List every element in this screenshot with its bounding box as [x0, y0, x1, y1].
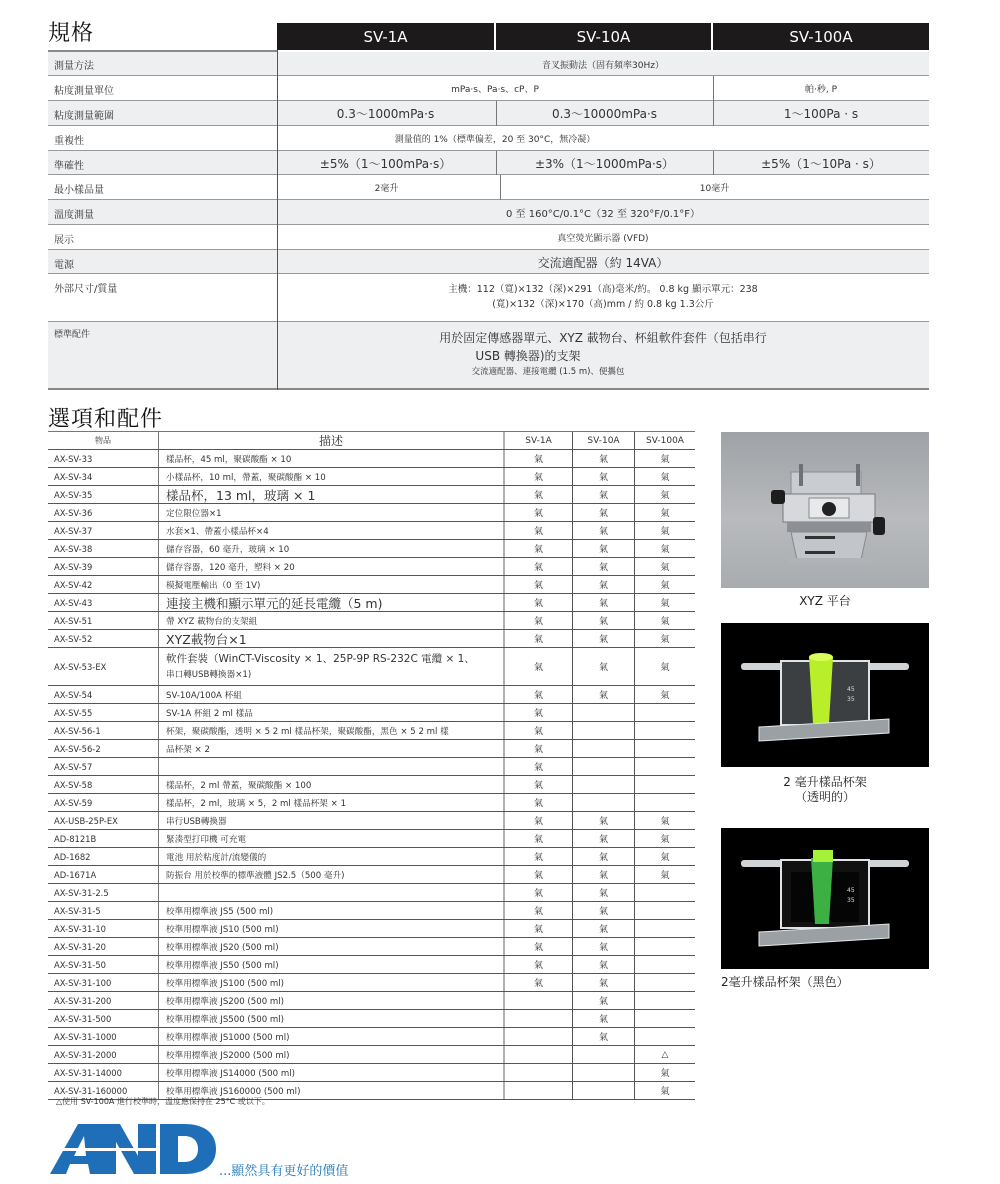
- spec-row-repeatability: [48, 126, 929, 151]
- compat-sv10-mark: 氣: [573, 576, 635, 593]
- compat-sv10-mark: [573, 722, 635, 739]
- spec-dimensions-line1: 主機：112（寬)×132（深)×291（高)毫米/約。 0.8 kg 顯示單元：238: [448, 284, 758, 296]
- compat-sv100-mark: 氣: [660, 1087, 670, 1097]
- option-row: [48, 1028, 695, 1046]
- compat-sv1-mark: 氣: [505, 468, 573, 485]
- option-description: 串行USB轉換器: [159, 812, 505, 829]
- compat-sv1-mark: 氣: [505, 648, 573, 685]
- option-row: [48, 884, 695, 902]
- spec-label: 測量方法: [54, 61, 94, 72]
- option-row: [48, 686, 695, 704]
- compat-sv1-mark: 氣: [505, 776, 573, 793]
- spec-value: 帕·秒, P: [804, 85, 837, 95]
- compat-sv10-mark: 氣: [573, 594, 635, 611]
- compat-sv1-mark: 氣: [505, 722, 573, 739]
- compat-sv100-mark: 氣: [660, 817, 670, 827]
- spec-row-dimensions: [48, 274, 929, 322]
- spec-label: 粘度測量範圍: [54, 111, 114, 122]
- compat-sv10-mark: 氣: [573, 504, 635, 521]
- spec-dimensions-line2: (寬)×132（深)×170（高)mm / 約 0.8 kg 1.3公斤: [492, 299, 714, 310]
- compat-sv10-mark: [573, 1046, 635, 1063]
- header-sv10a: SV-10A: [573, 432, 635, 449]
- compat-sv100-mark: 氣: [660, 663, 670, 673]
- compat-sv100-mark: 氣: [660, 835, 670, 845]
- option-item-code: AX-SV-31-160000: [48, 1082, 159, 1099]
- option-description: 校準用標準液 JS14000 (500 ml): [159, 1064, 505, 1081]
- compat-sv1-mark: 氣: [505, 848, 573, 865]
- option-description: 定位限位器×1: [159, 504, 505, 521]
- option-description: 小樣品杯，10 ml，帶蓋，聚碳酸酯 × 10: [159, 468, 505, 485]
- option-row: [48, 540, 695, 558]
- option-description: 樣品杯，2 ml 帶蓋，聚碳酸酯 × 100: [159, 776, 505, 793]
- compat-sv100-mark: [635, 920, 695, 937]
- compat-sv10-mark: 氣: [573, 686, 635, 703]
- option-item-code: AX-SV-59: [48, 794, 159, 811]
- spec-row-method: [48, 52, 929, 76]
- compat-sv100-mark: 氣: [660, 545, 670, 555]
- spec-row-accessories: [48, 322, 929, 390]
- option-item-code: AX-SV-43: [48, 594, 159, 611]
- compat-sv1-mark: 氣: [505, 558, 573, 575]
- option-row: [48, 1010, 695, 1028]
- compat-sv100-mark: [635, 722, 695, 739]
- compat-sv1-mark: 氣: [505, 704, 573, 721]
- option-description: 水套×1、帶蓋小樣品杯×4: [159, 522, 505, 539]
- compat-sv10-mark: 氣: [573, 540, 635, 557]
- spec-accessories-line3: 交流適配器、連接電纜 (1.5 m)、便攜包: [471, 367, 625, 378]
- option-item-code: AD-1671A: [48, 866, 159, 883]
- option-description: 校準用標準液 JS20 (500 ml): [159, 938, 505, 955]
- spec-value: [277, 322, 929, 388]
- option-description: 校準用標準液 JS200 (500 ml): [159, 992, 505, 1009]
- option-description-line1: 軟件套裝（WinCT-Viscosity × 1、25P-9P RS-232C 電纜 × 1、: [166, 652, 475, 665]
- spec-value: ±3%（1～1000mPa·s）: [534, 156, 675, 171]
- compat-sv10-mark: 氣: [573, 1028, 635, 1045]
- compat-sv10-mark: 氣: [573, 956, 635, 973]
- header-sv1a: SV-1A: [505, 432, 573, 449]
- option-item-code: AX-SV-38: [48, 540, 159, 557]
- header-item: 物品: [48, 432, 159, 449]
- compat-sv100-mark: 氣: [660, 1069, 670, 1079]
- compat-sv100-mark: [635, 1010, 695, 1027]
- spec-value: 0.3～10000mPa·s: [551, 107, 658, 121]
- compat-sv10-mark: 氣: [573, 630, 635, 647]
- options-body: [48, 450, 695, 1100]
- header-desc: 描述: [159, 432, 505, 449]
- option-item-code: AD-1682: [48, 848, 159, 865]
- option-description: 緊湊型打印機 可充電: [159, 830, 505, 847]
- compat-sv10-mark: 氣: [573, 848, 635, 865]
- option-row: [48, 992, 695, 1010]
- compat-sv100-mark: [635, 758, 695, 775]
- option-description: SV-1A 杯組 2 ml 樣品: [159, 704, 505, 721]
- compat-sv100-mark: [635, 776, 695, 793]
- compat-sv100-mark: [635, 902, 695, 919]
- clear-cup-holder-photo: [721, 623, 929, 767]
- option-row: [48, 648, 695, 686]
- compat-sv100-mark: 氣: [660, 599, 670, 609]
- compat-sv1-mark: 氣: [505, 920, 573, 937]
- spec-row-range: [48, 101, 929, 126]
- option-row: [48, 812, 695, 830]
- option-description: 樣品杯，2 ml，玻璃 × 5，2 ml 樣品杯架 × 1: [159, 794, 505, 811]
- option-item-code: AX-SV-31-14000: [48, 1064, 159, 1081]
- option-item-code: AX-SV-35: [48, 486, 159, 503]
- compat-sv1-mark: 氣: [505, 812, 573, 829]
- spec-label: 粘度測量單位: [54, 86, 114, 97]
- compat-sv10-mark: [573, 740, 635, 757]
- option-item-code: AX-SV-54: [48, 686, 159, 703]
- option-description: 帶 XYZ 載物台的支架組: [159, 612, 505, 629]
- spec-value: 交流適配器（約 14VA）: [537, 255, 669, 270]
- spec-label: 準確性: [54, 161, 84, 172]
- option-row: [48, 956, 695, 974]
- compat-sv1-mark: 氣: [505, 594, 573, 611]
- clear-caption-line1: 2 毫升樣品杯架: [783, 775, 867, 789]
- black-cup-holder-caption: 2毫升樣品杯架（黑色）: [721, 975, 849, 989]
- clear-cup-holder-image: [721, 623, 929, 767]
- option-row: [48, 776, 695, 794]
- and-logo: [48, 1122, 218, 1176]
- option-item-code: AX-SV-33: [48, 450, 159, 467]
- option-row: [48, 920, 695, 938]
- option-item-code: AX-SV-31-200: [48, 992, 159, 1009]
- compat-sv100-mark: 氣: [660, 491, 670, 501]
- option-row: [48, 612, 695, 630]
- svg-text:45: 45: [847, 887, 855, 894]
- compat-sv10-mark: 氣: [573, 992, 635, 1009]
- option-description: 連接主機和顯示單元的延長電纜（5 m): [159, 594, 505, 611]
- option-row: [48, 486, 695, 504]
- option-item-code: AX-SV-31-500: [48, 1010, 159, 1027]
- black-cup-holder-photo: [721, 828, 929, 969]
- compat-sv1-mark: 氣: [505, 540, 573, 557]
- compat-sv10-mark: 氣: [573, 866, 635, 883]
- compat-sv1-mark: 氣: [505, 902, 573, 919]
- spec-title: 規格: [48, 21, 95, 46]
- spec-header-sv10a: SV-10A: [496, 23, 711, 50]
- compat-sv1-mark: 氣: [505, 938, 573, 955]
- spec-value: 1～100Pa · s: [783, 107, 859, 121]
- option-description: 儲存容器，60 毫升，玻璃 × 10: [159, 540, 505, 557]
- compat-sv1-mark: 氣: [505, 830, 573, 847]
- compat-sv100-mark: 氣: [660, 635, 670, 645]
- option-item-code: AX-USB-25P-EX: [48, 812, 159, 829]
- option-description: 校準用標準液 JS50 (500 ml): [159, 956, 505, 973]
- compat-sv1-mark: 氣: [505, 686, 573, 703]
- option-description: 杯架，聚碳酸酯，透明 × 5 2 ml 樣品杯架，聚碳酸酯，黑色 × 5 2 ml 樣: [159, 722, 505, 739]
- option-row: [48, 594, 695, 612]
- compat-sv1-mark: 氣: [505, 504, 573, 521]
- compat-sv10-mark: 氣: [573, 812, 635, 829]
- compat-sv10-mark: [573, 1064, 635, 1081]
- spec-value: 0 至 160°C/0.1°C（32 至 320°F/0.1°F）: [506, 209, 700, 220]
- compat-sv10-mark: 氣: [573, 486, 635, 503]
- option-item-code: AX-SV-53-EX: [48, 648, 159, 685]
- clear-cup-holder-caption: [721, 775, 929, 805]
- spec-value: 2毫升: [374, 184, 399, 194]
- compat-sv10-mark: 氣: [573, 450, 635, 467]
- spec-value: 真空熒光顯示器 (VFD): [557, 234, 649, 244]
- compat-sv1-mark: 氣: [505, 956, 573, 973]
- option-row: [48, 468, 695, 486]
- compat-sv1-mark: 氣: [505, 974, 573, 991]
- compat-sv10-mark: 氣: [573, 468, 635, 485]
- option-row: [48, 938, 695, 956]
- compat-sv1-mark: [505, 1082, 573, 1099]
- option-description: 電池 用於粘度計/流變儀的: [159, 848, 505, 865]
- spec-value: mPa·s、Pa·s、cP、P: [451, 85, 539, 95]
- spec-label: 電源: [54, 260, 74, 271]
- compat-sv100-mark: 氣: [660, 455, 670, 465]
- spec-value: 測量值的 1%（標準偏差，20 至 30°C，無冷凝）: [394, 135, 596, 145]
- compat-sv1-mark: [505, 1046, 573, 1063]
- svg-text:35: 35: [847, 696, 855, 703]
- compat-sv100-mark: [635, 794, 695, 811]
- option-item-code: AX-SV-36: [48, 504, 159, 521]
- compat-sv1-mark: 氣: [505, 450, 573, 467]
- option-item-code: AX-SV-55: [48, 704, 159, 721]
- compat-sv1-mark: 氣: [505, 576, 573, 593]
- spec-row-temperature: [48, 200, 929, 225]
- option-description: 樣品杯，45 ml，聚碳酸酯 × 10: [159, 450, 505, 467]
- option-description: 儲存容器，120 毫升，塑料 × 20: [159, 558, 505, 575]
- compat-sv100-mark: 氣: [660, 563, 670, 573]
- spec-label: 最小樣品量: [54, 185, 104, 196]
- option-row: [48, 1046, 695, 1064]
- black-cup-holder-image: [721, 828, 929, 969]
- compat-sv100-mark: 氣: [660, 691, 670, 701]
- options-title: 選項和配件: [48, 407, 164, 432]
- option-row: [48, 576, 695, 594]
- option-item-code: AX-SV-57: [48, 758, 159, 775]
- spec-row-units: [48, 76, 929, 101]
- option-item-code: AX-SV-39: [48, 558, 159, 575]
- compat-sv10-mark: 氣: [573, 830, 635, 847]
- option-row: [48, 830, 695, 848]
- compat-sv1-mark: 氣: [505, 884, 573, 901]
- spec-value: 音叉振動法（固有頻率30Hz）: [542, 60, 664, 71]
- compat-sv10-mark: [573, 776, 635, 793]
- options-header-row: [48, 432, 695, 450]
- option-description: [159, 648, 505, 685]
- option-description: [159, 884, 505, 901]
- option-item-code: AX-SV-31-5: [48, 902, 159, 919]
- spec-value: 0.3～1000mPa·s: [336, 107, 435, 121]
- footnote: △使用 SV-100A 進行校準時，溫度應保持在 25°C 或以下。: [56, 1097, 270, 1106]
- compat-sv1-mark: 氣: [505, 758, 573, 775]
- brand-tagline: ...顯然具有更好的價值: [219, 1164, 349, 1179]
- option-description: 校準用標準液 JS10 (500 ml): [159, 920, 505, 937]
- option-item-code: AX-SV-52: [48, 630, 159, 647]
- spec-value: ±5%（1～10Pa · s）: [761, 156, 881, 171]
- compat-sv100-mark: [635, 704, 695, 721]
- option-row: [48, 522, 695, 540]
- spec-row-power: [48, 250, 929, 274]
- spec-row-accuracy: [48, 151, 929, 175]
- option-item-code: AX-SV-31-10: [48, 920, 159, 937]
- spec-label: 溫度測量: [54, 210, 94, 221]
- option-description: 校準用標準液 JS2000 (500 ml): [159, 1046, 505, 1063]
- compat-sv1-mark: 氣: [505, 612, 573, 629]
- option-row: [48, 722, 695, 740]
- spec-header-sv100a: SV-100A: [713, 23, 929, 50]
- option-row: [48, 902, 695, 920]
- compat-sv10-mark: 氣: [573, 612, 635, 629]
- compat-sv1-mark: [505, 992, 573, 1009]
- compat-sv1-mark: 氣: [505, 486, 573, 503]
- compat-sv10-mark: 氣: [573, 648, 635, 685]
- spec-row-display: [48, 225, 929, 250]
- option-description: 校準用標準液 JS160000 (500 ml): [159, 1082, 505, 1099]
- spec-row-min-sample: [48, 175, 929, 200]
- option-row: [48, 758, 695, 776]
- compat-sv10-mark: [573, 758, 635, 775]
- option-item-code: AX-SV-31-1000: [48, 1028, 159, 1045]
- option-item-code: AX-SV-37: [48, 522, 159, 539]
- compat-sv1-mark: 氣: [505, 794, 573, 811]
- option-row: [48, 504, 695, 522]
- compat-sv10-mark: 氣: [573, 884, 635, 901]
- option-description: 校準用標準液 JS500 (500 ml): [159, 1010, 505, 1027]
- option-row: [48, 558, 695, 576]
- option-row: [48, 848, 695, 866]
- svg-text:45: 45: [847, 686, 855, 693]
- option-row: [48, 794, 695, 812]
- compat-sv100-mark: [635, 974, 695, 991]
- compat-sv10-mark: 氣: [573, 1010, 635, 1027]
- option-item-code: AX-SV-56-2: [48, 740, 159, 757]
- spec-value: 10毫升: [699, 184, 730, 194]
- option-item-code: AX-SV-51: [48, 612, 159, 629]
- option-row: [48, 630, 695, 648]
- compat-sv100-mark: 氣: [660, 871, 670, 881]
- option-row: [48, 704, 695, 722]
- option-item-code: AX-SV-31-2000: [48, 1046, 159, 1063]
- spec-accessories-line2: USB 轉換器)的支架: [475, 348, 581, 363]
- option-item-code: AX-SV-58: [48, 776, 159, 793]
- compat-sv1-mark: [505, 1064, 573, 1081]
- xyz-stage-caption: XYZ 平台: [799, 594, 851, 608]
- spec-value: ±5%（1～100mPa·s）: [319, 156, 452, 171]
- option-row: [48, 450, 695, 468]
- compat-sv100-mark: [635, 1028, 695, 1045]
- option-item-code: AX-SV-56-1: [48, 722, 159, 739]
- option-row: [48, 1064, 695, 1082]
- option-description: 品杯架 × 2: [159, 740, 505, 757]
- spec-label: 標準配件: [54, 330, 91, 340]
- option-description: SV-10A/100A 杯組: [159, 686, 505, 703]
- spec-label: 外部尺寸/質量: [54, 284, 118, 295]
- and-logo-icon: [48, 1122, 218, 1176]
- xyz-stage-photo: [721, 432, 929, 588]
- compat-sv100-mark: 氣: [660, 527, 670, 537]
- compat-sv100-mark: 氣: [660, 473, 670, 483]
- compat-sv100-mark: △: [661, 1049, 669, 1060]
- compat-sv1-mark: 氣: [505, 630, 573, 647]
- option-description: 校準用標準液 JS100 (500 ml): [159, 974, 505, 991]
- compat-sv100-mark: 氣: [660, 509, 670, 519]
- option-item-code: AD-8121B: [48, 830, 159, 847]
- option-description: 模擬電壓輸出（0 至 1V): [159, 576, 505, 593]
- spec-header-sv1a: SV-1A: [277, 23, 494, 50]
- compat-sv100-mark: [635, 956, 695, 973]
- option-description: 防振台 用於校準的標準液體 JS2.5（500 毫升): [159, 866, 505, 883]
- compat-sv100-mark: [635, 740, 695, 757]
- option-description: XYZ載物台×1: [159, 630, 505, 647]
- option-item-code: AX-SV-34: [48, 468, 159, 485]
- xyz-stage-image: [721, 432, 929, 588]
- option-description: 校準用標準液 JS1000 (500 ml): [159, 1028, 505, 1045]
- option-description: 校準用標準液 JS5 (500 ml): [159, 902, 505, 919]
- spec-accessories-line1: 用於固定傳感器單元、XYZ 載物台、杯組軟件套件（包括串行: [439, 331, 767, 346]
- compat-sv1-mark: 氣: [505, 740, 573, 757]
- compat-sv1-mark: 氣: [505, 866, 573, 883]
- compat-sv1-mark: 氣: [505, 522, 573, 539]
- option-row: [48, 740, 695, 758]
- compat-sv100-mark: 氣: [660, 581, 670, 591]
- compat-sv1-mark: [505, 1028, 573, 1045]
- compat-sv10-mark: 氣: [573, 974, 635, 991]
- compat-sv10-mark: 氣: [573, 920, 635, 937]
- clear-caption-line2: （透明的）: [794, 790, 855, 804]
- option-description: [159, 758, 505, 775]
- spec-value: [277, 274, 929, 322]
- compat-sv100-mark: [635, 884, 695, 901]
- option-item-code: AX-SV-42: [48, 576, 159, 593]
- compat-sv100-mark: 氣: [660, 853, 670, 863]
- option-item-code: AX-SV-31-50: [48, 956, 159, 973]
- option-row: [48, 866, 695, 884]
- compat-sv100-mark: 氣: [660, 617, 670, 627]
- option-row: [48, 974, 695, 992]
- compat-sv1-mark: [505, 1010, 573, 1027]
- compat-sv100-mark: [635, 992, 695, 1009]
- option-item-code: AX-SV-31-2.5: [48, 884, 159, 901]
- option-item-code: AX-SV-31-100: [48, 974, 159, 991]
- option-item-code: AX-SV-31-20: [48, 938, 159, 955]
- options-table: [48, 431, 695, 1100]
- compat-sv10-mark: [573, 794, 635, 811]
- compat-sv10-mark: [573, 704, 635, 721]
- svg-text:35: 35: [847, 897, 855, 904]
- option-description-line2: 串口轉USB轉換器×1): [166, 670, 252, 681]
- compat-sv10-mark: 氣: [573, 938, 635, 955]
- compat-sv10-mark: 氣: [573, 902, 635, 919]
- compat-sv10-mark: [573, 1082, 635, 1099]
- spec-label: 展示: [54, 235, 74, 246]
- spec-label: 重複性: [54, 136, 84, 147]
- option-description: 樣品杯，13 ml，玻璃 × 1: [159, 486, 505, 503]
- compat-sv10-mark: 氣: [573, 522, 635, 539]
- compat-sv10-mark: 氣: [573, 558, 635, 575]
- header-sv100a: SV-100A: [646, 435, 684, 446]
- compat-sv100-mark: [635, 938, 695, 955]
